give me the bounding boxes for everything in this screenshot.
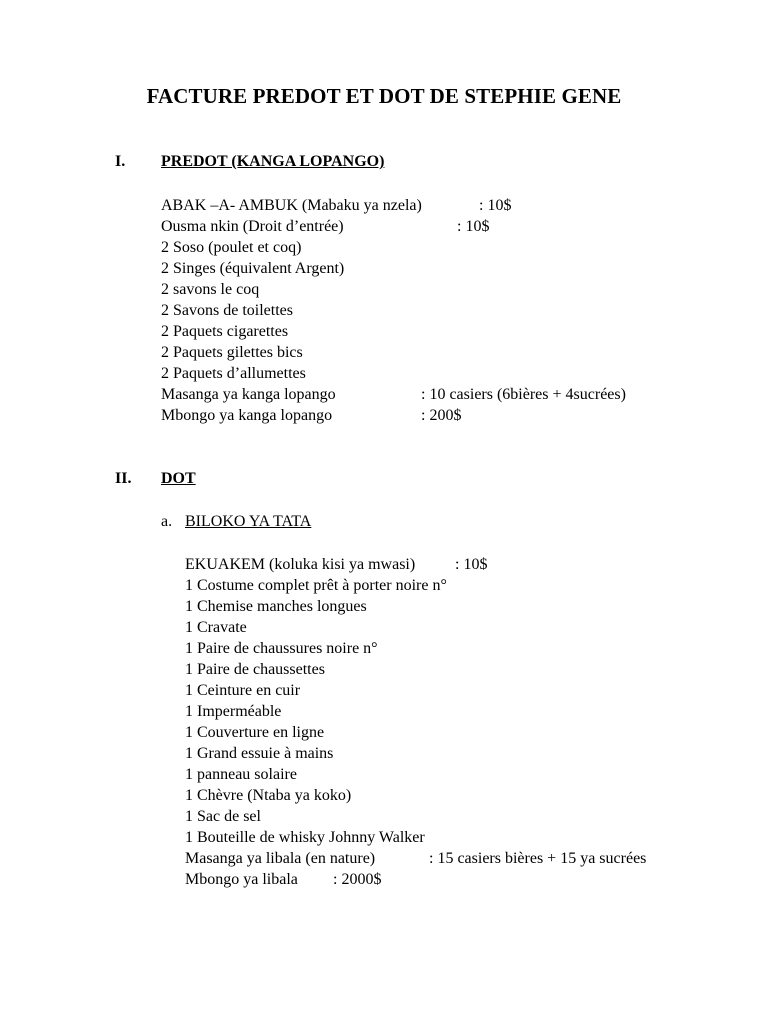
list-item bbox=[185, 701, 447, 722]
list-item bbox=[161, 216, 490, 237]
section-1-heading: PREDOT (KANGA LOPANGO) bbox=[161, 153, 385, 170]
item-value: : 10$ bbox=[479, 197, 512, 214]
item-label: 1 Chemise manches longues bbox=[185, 598, 367, 615]
list-item bbox=[185, 617, 447, 638]
list-item bbox=[161, 342, 422, 363]
section-2-heading: DOT bbox=[161, 470, 196, 487]
item-value: : 200$ bbox=[421, 407, 462, 424]
list-item bbox=[185, 575, 447, 596]
subsection-a-list bbox=[185, 554, 647, 890]
item-value: : 2000$ bbox=[333, 871, 382, 888]
list-item bbox=[185, 764, 447, 785]
item-label: Mbongo ya kanga lopango bbox=[161, 407, 333, 424]
list-item bbox=[185, 806, 447, 827]
item-value: : 10 casiers (6bières + 4sucrées) bbox=[421, 386, 626, 403]
list-item bbox=[185, 638, 447, 659]
list-item bbox=[185, 848, 647, 869]
item-label: Ousma nkin (Droit d’entrée) bbox=[161, 218, 344, 235]
item-label: Masanga ya kanga lopango bbox=[161, 386, 336, 403]
list-item bbox=[185, 659, 447, 680]
item-label: 1 Paire de chaussettes bbox=[185, 661, 325, 678]
item-label: 2 Paquets cigarettes bbox=[161, 323, 289, 340]
list-item bbox=[161, 300, 422, 321]
item-label: 1 Cravate bbox=[185, 619, 247, 636]
list-item bbox=[185, 743, 447, 764]
item-label: 1 Grand essuie à mains bbox=[185, 745, 334, 762]
list-item bbox=[161, 405, 462, 426]
section-1-numeral: I. bbox=[115, 153, 126, 170]
list-item bbox=[185, 785, 447, 806]
item-label: Masanga ya libala (en nature) bbox=[185, 850, 376, 867]
item-label: 2 Singes (équivalent Argent) bbox=[161, 260, 345, 277]
item-label: 2 Paquets d’allumettes bbox=[161, 365, 306, 382]
item-label: 1 Imperméable bbox=[185, 703, 282, 720]
item-value: : 10$ bbox=[457, 218, 490, 235]
item-label: 2 Paquets gilettes bics bbox=[161, 344, 303, 361]
section-1-list bbox=[161, 195, 626, 426]
list-item bbox=[185, 722, 447, 743]
section-2-numeral: II. bbox=[115, 470, 132, 487]
list-item bbox=[161, 363, 422, 384]
item-value: : 10$ bbox=[455, 556, 488, 573]
item-label: ABAK –A- AMBUK (Mabaku ya nzela) bbox=[161, 197, 422, 214]
list-item bbox=[161, 195, 512, 216]
item-label: 1 Chèvre (Ntaba ya koko) bbox=[185, 787, 352, 804]
item-label: 2 savons le coq bbox=[161, 281, 260, 298]
list-item bbox=[161, 321, 422, 342]
item-label: 1 Ceinture en cuir bbox=[185, 682, 301, 699]
list-item bbox=[161, 237, 422, 258]
list-item bbox=[161, 279, 422, 300]
item-label: 1 Couverture en ligne bbox=[185, 724, 325, 741]
subsection-a-heading: BILOKO YA TATA bbox=[185, 513, 312, 530]
item-label: 2 Savons de toilettes bbox=[161, 302, 293, 319]
item-label: 1 Sac de sel bbox=[185, 808, 261, 825]
list-item bbox=[185, 680, 447, 701]
item-value: : 15 casiers bières + 15 ya sucrées bbox=[429, 850, 647, 867]
item-label: Mbongo ya libala bbox=[185, 871, 298, 888]
list-item bbox=[185, 554, 488, 575]
item-label: EKUAKEM (koluka kisi ya mwasi) bbox=[185, 556, 416, 573]
item-label: 1 Costume complet prêt à porter noire n° bbox=[185, 577, 447, 594]
item-label: 1 Bouteille de whisky Johnny Walker bbox=[185, 829, 425, 846]
list-item bbox=[161, 384, 626, 405]
list-item bbox=[185, 869, 447, 890]
list-item bbox=[161, 258, 422, 279]
list-item bbox=[185, 827, 447, 848]
subsection-a-marker: a. bbox=[161, 513, 173, 530]
item-label: 1 panneau solaire bbox=[185, 766, 297, 783]
item-label: 1 Paire de chaussures noire n° bbox=[185, 640, 378, 657]
item-label: 2 Soso (poulet et coq) bbox=[161, 239, 302, 256]
list-item bbox=[185, 596, 447, 617]
document-title: FACTURE PREDOT ET DOT DE STEPHIE GENE bbox=[146, 84, 622, 108]
